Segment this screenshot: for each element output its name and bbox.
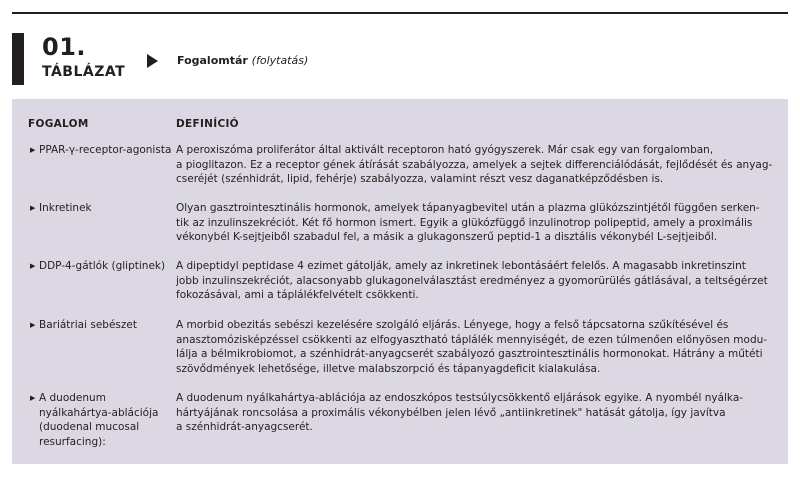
table-word: TÁBLÁZAT [42, 64, 126, 80]
definition-line: vékonybél K-sejtjeiből szabadul fel, a másik a glukagonszerű peptid-1 a disztális vékonybél L-sejtjeiből. [176, 231, 718, 243]
definition-line: a pioglitazon. Ez a receptor gének átírását szabályozza, amelyek a sejtek differenciálódását, fejlődését és anyag- [176, 158, 773, 171]
term-cell [30, 201, 180, 216]
term-cell [30, 143, 180, 158]
table-subtitle [177, 53, 308, 69]
definition-line: szövődmények lehetősége, illetve malabszorpció és tápanyagdeficit kialakulása. [176, 362, 601, 375]
term-line [30, 259, 180, 274]
term-text: DDP-4-gátlók (gliptinek) [39, 260, 166, 272]
bullet-arrow-icon: ▶ [30, 321, 36, 329]
definition-cell [176, 143, 776, 187]
term-cell [30, 318, 180, 333]
term-text: resurfacing): [39, 435, 106, 448]
definition-line: A duodenum nyálkahártya-ablációja az endoszkópos testsúlycsökkentő eljárások egyike. A nyombél nyálka- [176, 392, 744, 404]
bullet-arrow-icon: ▶ [30, 394, 36, 402]
definition-cell [176, 201, 776, 245]
term-line [30, 201, 180, 216]
table-number: 01. [42, 33, 87, 61]
bullet-arrow-icon: ▶ [30, 204, 36, 212]
term-line [30, 318, 180, 333]
term-line [30, 391, 180, 406]
bullet-arrow-icon: ▶ [30, 146, 36, 154]
term-text: Bariátriai sebészet [39, 319, 137, 331]
term-line [30, 143, 180, 158]
play-arrow-icon [147, 54, 158, 68]
header-bar [12, 33, 24, 85]
definition-line: fokozásával, ami a táplálékfelvételt csökkenti. [176, 289, 419, 301]
term-cell [30, 391, 180, 449]
column-header-term: FOGALOM [28, 118, 89, 130]
column-header-definition: DEFINÍCIÓ [176, 118, 239, 130]
definition-line: tik az inzulinszekréciót. Két fő hormon ismert. Egyik a glükózfüggő inzulinotrop polipeptid, amely a proximális [176, 216, 753, 229]
definition-line: A dipeptidyl peptidase 4 ezimet gátolják, amely az inkretinek lebontásáért felelős. A magasabb inkretinszint [176, 260, 746, 272]
definition-line: cseréjét (szénhidrát, lipid, fehérje) szabályozza, valamint részt vesz daganatképződésben is. [176, 173, 664, 185]
definition-cell [176, 391, 776, 435]
definition-line: A morbid obezitás sebészi kezelésére szolgáló eljárás. Lényege, hogy a felső tápcsatorna szűkítésével és [176, 319, 729, 331]
term-line [30, 420, 180, 435]
table-header [12, 33, 788, 85]
term-text: Inkretinek [39, 202, 92, 214]
term-text: PPAR-γ-receptor-agonista [39, 144, 172, 156]
term-line [30, 406, 180, 421]
subtitle-paren: (folytatás) [251, 54, 309, 67]
definition-line: lálja a bélmikrobiomot, a szénhidrát-anyagcserét szabályozó gasztrointesztinális hormonokat. Hátrány a műtéti [176, 348, 763, 360]
definition-cell [176, 318, 776, 376]
term-line [30, 435, 180, 450]
term-text: nyálkahártya-ablációja [39, 406, 159, 419]
subtitle-main: Fogalomtár [177, 54, 248, 67]
top-rule [12, 12, 788, 14]
definition-line: Olyan gasztrointesztinális hormonok, amelyek tápanyagbevitel után a plazma glükózszintjétől függően serken- [176, 202, 760, 214]
definition-cell [176, 259, 776, 303]
definition-line: jobb inzulinszekréciót, alacsonyabb glukagonelválasztást eredményez a gyomorürülés gátlásával, a teltségérzet [176, 274, 768, 287]
definition-line: anasztomózisképzéssel csökkenti az elfogyasztható táplálék mennyiségét, de ezen túlmenően előnyösen modu- [176, 333, 768, 346]
bullet-arrow-icon: ▶ [30, 262, 36, 270]
term-text: A duodenum [39, 392, 106, 404]
definition-line: a szénhidrát-anyagcserét. [176, 421, 313, 433]
term-text: (duodenal mucosal [39, 421, 140, 433]
definition-line: hártyájának roncsolása a proximális vékonybélben jelen lévő „antiinkretinek" hatását gátolja, így javítva [176, 406, 726, 419]
term-cell [30, 259, 180, 274]
definition-line: A peroxiszóma proliferátor által aktivált receptoron ható gyógyszerek. Már csak egy van forgalomban, [176, 144, 714, 156]
